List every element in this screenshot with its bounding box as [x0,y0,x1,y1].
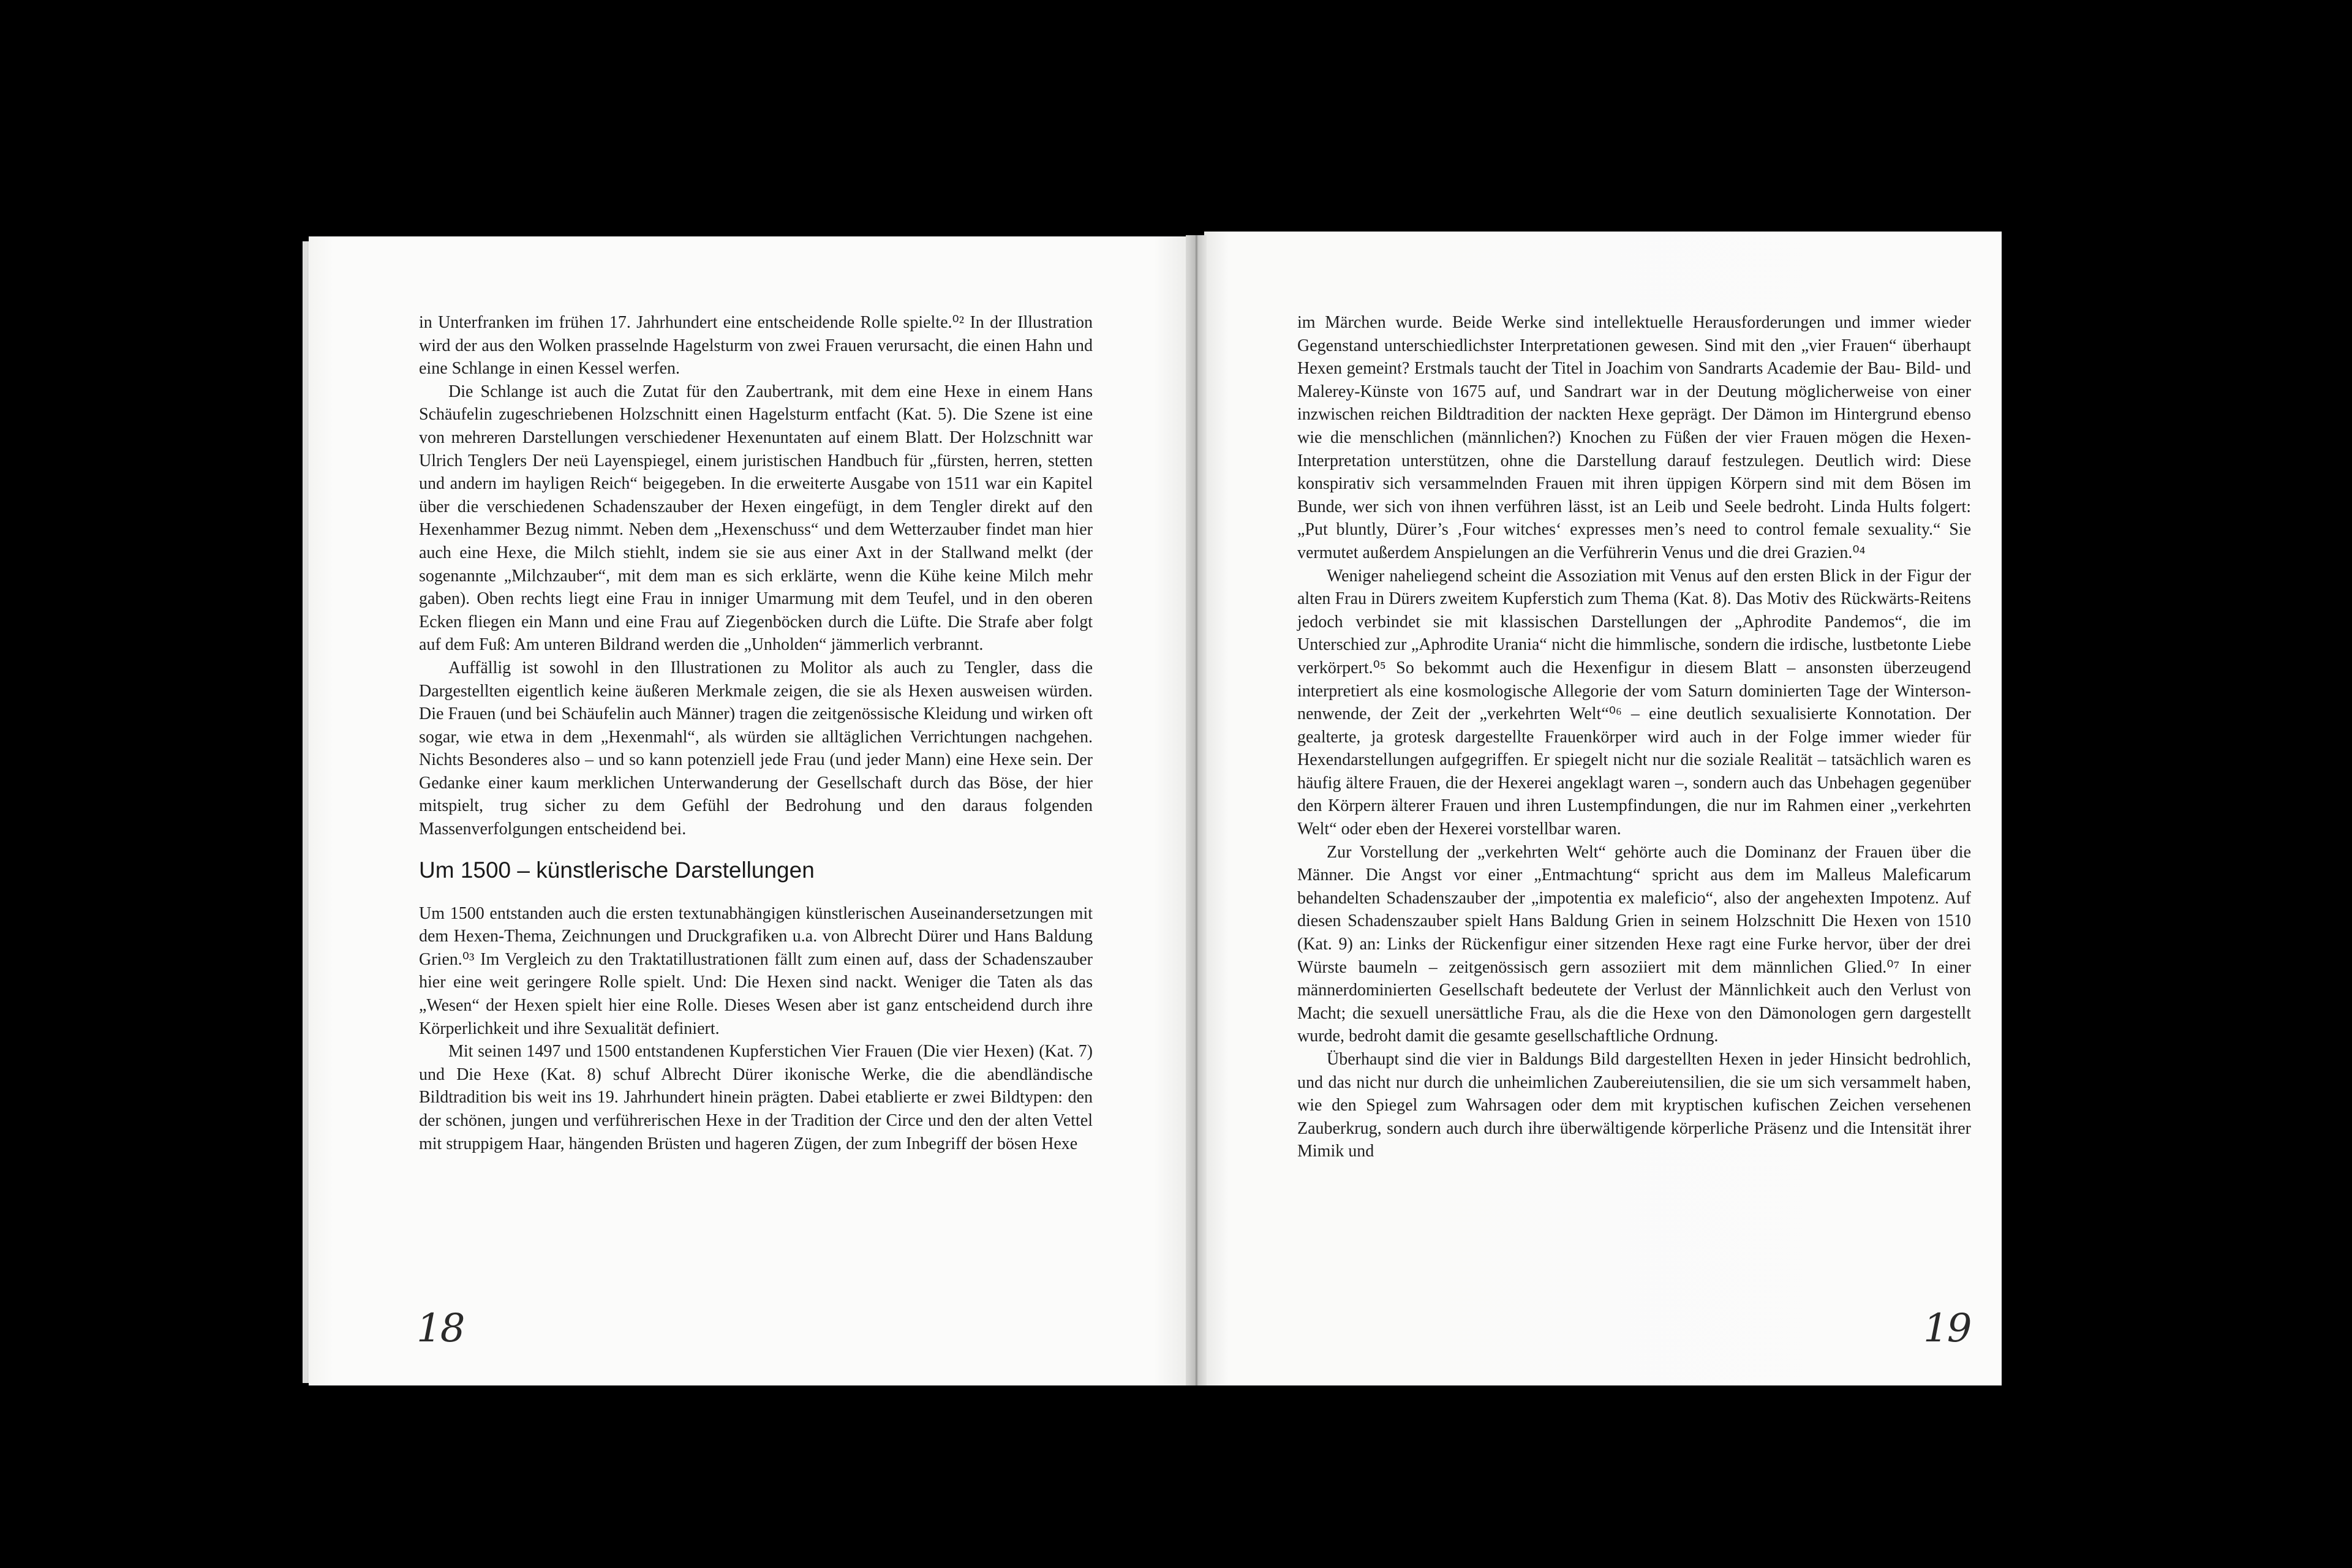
section-heading: Um 1500 – künstlerische Darstellungen [419,857,815,883]
book-gutter [1186,235,1207,1385]
paragraph: Zur Vorstellung der „verkehrten Welt“ gehörte auch die Dominanz der Frauen über die Männer. Die Angst vor einer „Entmachtung“ spricht aus dem im Malleus Maleficarum behandelten Schadenszauber der „impotentia ex maleficio“, also der angehexten Impotenz. Auf diesen Schadenszauber spielt Hans Baldung Grien in seinem Holzschnitt Die Hexen von 1510 (Kat. 9) an: Links der Rückenfigur einer sitzenden Hexe ragt eine Furke hervor, über der drei Würste baumeln – zeitgenössisch gern assoziiert mit dem männlichen Glied.⁰⁷ In einer männerdominierten Gesellschaft bedeutete der Verlust der Männlichkeit auch den Verlust von Macht; die sexuell unersättliche Frau, als die die Hexe von den Dämonologen gern dargestellt wurde, bedroht damit die gesamte gesellschaftliche Ordnung. [1297,842,1971,1046]
paragraph: Mit seinen 1497 und 1500 entstandenen Kupferstichen Vier Frauen (Die vier Hexen) (Kat. 7) und Die Hexe (Kat. 8) schuf Albrecht Dürer ikonische Werke, die die abendländische Bildtradition bis weit ins 19. Jahrhundert hinein prägten. Dabei etablierte er zwei Bildtypen: den der schönen, jungen und verführerischen Hexe in der Tradition der Circe und den der alten Vettel mit struppigem Haar, hängenden Brüsten und hageren Zügen, der zum Inbegriff der bösen Hexe [419,1042,1093,1153]
paragraph: Weniger naheliegend scheint die Assoziation mit Venus auf den ersten Blick in der Figur der alten Frau in Dürers zweitem Kupferstich zum Thema (Kat. 8). Das Motiv des Rückwärts-Reitens jedoch verbindet sie mit klassischen Darstellungen der „Aphrodite Pandemos“, die im Unterschied zur „Aphrodite Urania“ nicht die himmlische, sondern die irdische, lustbetonte Liebe verkörpert.⁰⁵ So bekommt auch die Hexenfigur in diesem Blatt – ansonsten überzeugend interpretiert als eine kosmologische Allegorie der vom Saturn dominierten Tage der Winterson-nenwende, der Zeit der „verkehrten Welt“⁰⁶ – eine deutlich sexualisierte Konnotation. Der gealterte, ja grotesk dargestellte Frauenkörper wird auch in der Folge immer wieder für Hexendarstellungen aufgegriffen. Er spiegelt nicht nur die soziale Realität – tatsächlich waren es häufig ältere Frauen, die der Hexerei angeklagt waren –, sondern auch das Unbehagen gegenüber den Körpern älterer Frauen und ihren Lustempfindungen, die nur im Rahmen einer „verkehrten Welt“ oder eben der Hexerei vorstellbar waren. [1297,566,1971,839]
paragraph: im Märchen wurde. Beide Werke sind intellektuelle Herausforderungen und immer wieder Gegenstand unterschiedlichster Interpretationen gewesen. Sind mit den „vier Frauen“ überhaupt Hexen gemeint? Erstmals taucht der Titel in Joachim von Sandrarts Academie der Bau- Bild- und Malerey-Künste von 1675 auf, und Sandrart war in der Deutung möglicherweise von einer inzwischen reichen Bildtradition der nackten Hexe geprägt. Der Dämon im Hintergrund ebenso wie die menschlichen (männlichen?) Knochen zu Füßen der vier Frauen mögen die Hexen-Interpretation unterstützen, ohne die Darstellung darauf festzulegen. Deutlich wird: Diese konspirativ sich versammelnden Frauen mit ihren üppigen Körpern sind mit dem Bösen im Bunde, wer sich von ihnen verführen lässt, ist an Leib und Seele bedroht. Linda Hults folgert: „Put bluntly, Dürer’s ‚Four witches‘ expresses men’s need to control female sexuality.“ Sie vermutet außerdem Anspielungen an die Verführerin Venus und die drei Grazien.⁰⁴ [1297,313,1971,562]
page-number-right: 19 [1923,1306,1971,1351]
left-page-text [419,311,1093,1155]
paragraph: Um 1500 entstanden auch die ersten textunabhängigen künstlerischen Auseinandersetzungen mit dem Hexen-Thema, Zeichnungen und Druckgrafiken u.a. von Albrecht Dürer und Hans Baldung Grien.⁰³ Im Vergleich zu den Traktatillustrationen fällt zum einen auf, dass der Schadenszauber hier eine weit geringere Rolle spielt. Und: Die Hexen sind nackt. Weniger die Taten als das „Wesen“ der Hexen spielt hier eine Rolle. Dieses Wesen aber ist ganz entscheidend durch ihre Körperlichkeit und ihre Sexualität definiert. [419,903,1093,1038]
page-number-left: 18 [417,1306,464,1351]
right-page-text [1297,311,1971,1163]
paragraph: Auffällig ist sowohl in den Illustrationen zu Molitor als auch zu Tengler, dass die Dargestellten eigentlich keine äußeren Merkmale zeigen, die sie als Hexen ausweisen würden. Die Frauen (und bei Schäufelin auch Männer) tragen die zeitgenössische Kleidung und wirken oft sogar, wie etwa in dem „Hexenmahl“, als würden sie alltäglichen Verrichtungen nachgehen. Nichts Besonderes also – und so kann potenziell jede Frau (und jeder Mann) eine Hexe sein. Der Gedanke einer kaum merklichen Unterwanderung der Gesellschaft durch das Böse, der hier mitspielt, trug sicher zu dem Gefühl der Bedrohung und den daraus folgenden Massenverfolgungen entscheidend bei. [419,658,1093,839]
paragraph: in Unterfranken im frühen 17. Jahrhundert eine entscheidende Rolle spielte.⁰² In der Illustration wird der aus den Wolken prasselnde Hagelsturm von zwei Frauen verursacht, die einen Hahn und eine Schlange in einen Kessel werfen. [419,313,1093,379]
paragraph: Überhaupt sind die vier in Baldungs Bild dargestellten Hexen in jeder Hinsicht bedrohlich, und das nicht nur durch die unheimlichen Zaubereiutensilien, die sie um sich versammelt haben, wie den Spiegel zum Wahrsagen oder dem mit kryptischen kufischen Zeichen versehenen Zauberkrug, sondern auch durch ihre überwältigende körperliche Präsenz und die Intensität ihrer Mimik und [1297,1050,1971,1161]
paragraph: Die Schlange ist auch die Zutat für den Zaubertrank, mit dem eine Hexe in einem Hans Schäufelin zugeschriebenen Holzschnitt einen Hagelsturm entfacht (Kat. 5). Die Szene ist eine von mehreren Darstellungen verschiedener Hexenuntaten auf einem Blatt. Der Holzschnitt war Ulrich Tenglers Der neü Layenspiegel, einem juristischen Handbuch für „fürsten, herren, stetten und andern im hayligen Reich“ beigegeben. In die erweiterte Ausgabe von 1511 war ein Kapitel über die verschiedenen Schadenszauber der Hexen eingefügt, in dem Tengler direkt auf den Hexenhammer Bezug nimmt. Neben dem „Hexenschuss“ und dem Wetterzauber findet man hier auch eine Hexe, die Milch stiehlt, indem sie sie aus einer Axt in der Stallwand melkt (der sogenannte „Milchzauber“, mit dem man es sich erklärte, wenn die Kühe keine Milch mehr gaben). Oben rechts liegt eine Frau in inniger Umarmung mit dem Teufel, und in den oberen Ecken fliegen ein Mann und eine Frau auf Ziegenböcken durch die Lüfte. Die Strafe aber folgt auf dem Fuß: Am unteren Bildrand werden die „Unholden“ jämmerlich verbrannt. [419,382,1093,655]
